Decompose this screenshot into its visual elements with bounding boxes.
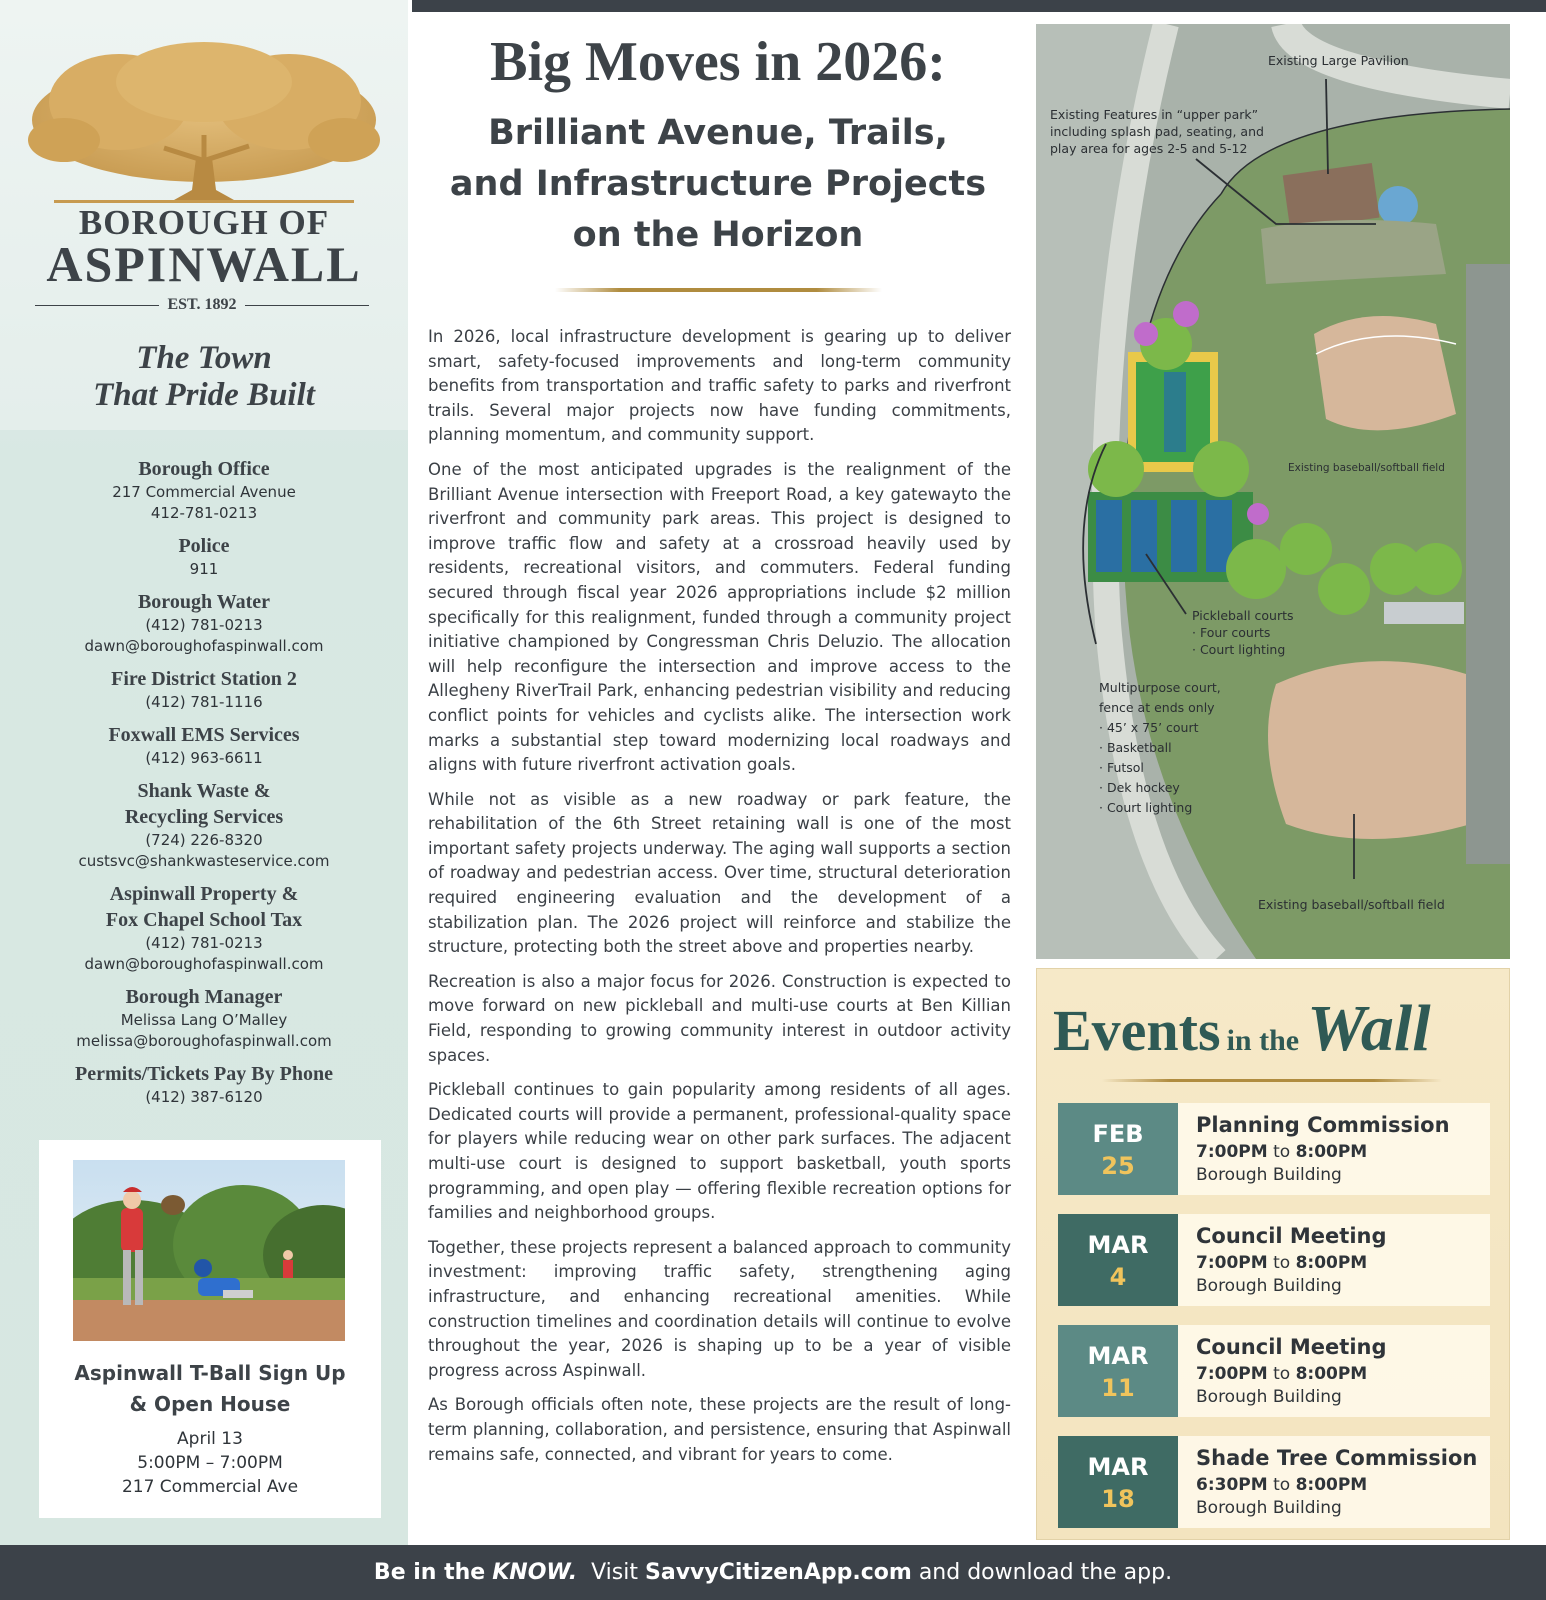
article-subhead [412,108,1024,261]
event-place: Borough Building [1196,1165,1342,1185]
event-day: 11 [1101,1374,1135,1402]
tagline [0,340,408,414]
paragraph: In 2026, local infrastructure development is gearing up to deliver smart, safety-focused improvements and long-term community benefits from transportation and traffic safety to parks and riverfront trails. Several major projects now have funding commitments, planning momentum, and community support. [428,327,1011,445]
event-date-badge [1058,1325,1178,1417]
event-end: 8:00PM [1295,1253,1368,1273]
event-time-separator: to [1273,1475,1291,1495]
contact-email[interactable]: melissa@boroughofaspinwall.com [76,1032,332,1050]
event-item[interactable] [1058,1436,1490,1528]
event-date-badge [1058,1103,1178,1195]
contact-address: 217 Commercial Avenue [112,483,296,501]
article-body [428,325,1011,1477]
contact-title-line2: Fox Chapel School Tax [105,909,303,931]
contact-title: Borough Manager [125,986,283,1008]
established-year: EST. 1892 [167,296,237,313]
paragraph: Recreation is also a major focus for 2026. Construction is expected to move forward on new pickleball and multi-use courts at Ben Killian Field, responding to growing community interest in outdoor activity spaces. [428,971,1011,1065]
tagline-line2: That Pride Built [93,377,315,413]
events-title [1053,991,1431,1067]
event-day: 18 [1101,1485,1135,1513]
aerial-map-graphic [1036,24,1510,959]
contact-email[interactable]: custsvc@shankwasteservice.com [78,852,330,870]
events-title-word2: in the [1226,1024,1300,1057]
tball-date: April 13 [177,1429,243,1449]
contact-phone[interactable]: (412) 387-6120 [145,1088,263,1106]
contact-title: Shank Waste & [137,780,271,802]
contact-title: Aspinwall Property & [109,883,299,905]
label-line: · 45’ x 75’ court [1099,720,1199,735]
tball-time: 5:00PM – 7:00PM [137,1453,283,1473]
tball-title-line1: Aspinwall T-Ball Sign Up [74,1361,346,1385]
event-end: 8:00PM [1295,1142,1368,1162]
contact-borough-water [0,589,408,657]
contact-title: Fire District Station 2 [111,668,297,690]
contact-email[interactable]: dawn@boroughofaspinwall.com [84,637,324,655]
contact-borough-manager [0,984,408,1052]
article-headline: Big Moves in 2026: [490,31,946,93]
contact-phone[interactable]: 911 [189,560,219,578]
tball-place: 217 Commercial Ave [121,1477,299,1497]
label-line: · Four courts [1192,625,1271,640]
event-start: 6:30PM [1196,1475,1268,1495]
event-start: 7:00PM [1196,1364,1268,1384]
label-line: · Futsol [1099,760,1144,775]
established-line [35,296,369,314]
contact-title: Borough Water [137,591,271,613]
contact-title: Police [178,535,230,557]
contact-phone[interactable]: (412) 963-6611 [145,749,263,767]
event-item[interactable] [1058,1103,1490,1195]
paragraph: One of the most anticipated upgrades is the realignment of the Brilliant Avenue intersection with Freeport Road, a key gatewayto the riverfront and community park areas. This project is designed to improve traffic flow and safety at a crossroad heavily used by residents, recreational visitors, and commuters. Federal funding secured through fiscal year 2026 appropriations include $2 million specifically for this realignment, funded through a community project initiative championed by Congressman Chris Deluzio. The allocation will help reconfigure the intersection and improve access to the Allegheny RiverTrail Park, enhancing pedestrian visibility and reducing conflict points for vehicles and cyclists alike. The intersection work marks a substantial step toward modernizing local roadways and aligns with future riverfront activation goals. [428,459,1011,775]
contact-phone[interactable]: 412-781-0213 [150,504,258,522]
event-start: 7:00PM [1196,1253,1268,1273]
event-date-badge [1058,1436,1178,1528]
divider [1102,1079,1442,1082]
contact-phone[interactable]: (412) 781-0213 [145,934,263,952]
label-line: · Dek hockey [1099,780,1180,795]
tball-title-line2: & Open House [129,1392,291,1416]
paragraph: As Borough officials often note, these projects are the result of long-term planning, collaboration, and persistence, ensuring that Aspinwall remains safe, connected, and vibrant for years to come. [428,1395,1011,1464]
event-title: Planning Commission [1196,1113,1450,1137]
label-line: play area for ages 2-5 and 5-12 [1050,141,1248,156]
contact-permits [0,1061,408,1108]
contact-title-line2: Recycling Services [124,806,284,828]
events-title-word1: Events [1053,998,1221,1063]
paragraph: Pickleball continues to gain popularity among residents of all ages. Dedicated courts will provide a permanent, professional-quality space for players while reducing wear on other park surfaces. The adjacent multi-use court is designed to support basketball, youth sports programming, and open play — offering flexible recreation options for families and neighborhood groups. [428,1080,1011,1223]
event-date-badge [1058,1214,1178,1306]
footer-text-1: Be in the [373,1560,486,1585]
footer-text-3: Visit [591,1560,638,1585]
tball-photo [73,1160,345,1341]
contact-borough-office [0,456,408,524]
park-site-plan-map [1036,24,1510,959]
label-line: including splash pad, seating, and [1050,124,1264,139]
event-month: MAR [1087,1342,1149,1370]
divider [35,305,159,306]
event-time [1196,1253,1367,1273]
event-day: 25 [1101,1152,1135,1180]
contact-title: Borough Office [138,458,270,480]
events-panel [1036,968,1510,1540]
label-line: Multipurpose court, [1099,680,1221,695]
map-label-upper-park [1050,106,1264,157]
event-title: Shade Tree Commission [1196,1446,1478,1470]
contact-property-tax [0,881,408,975]
contact-police [0,533,408,580]
event-place: Borough Building [1196,1387,1342,1407]
divider [555,288,882,292]
contact-title: Permits/Tickets Pay By Phone [75,1063,333,1085]
contact-fire-district [0,666,408,713]
logo-line1: BOROUGH OF [78,203,330,242]
label-line: · Basketball [1099,740,1172,755]
event-end: 8:00PM [1295,1364,1368,1384]
event-time-separator: to [1273,1364,1291,1384]
contact-email[interactable]: dawn@boroughofaspinwall.com [84,955,324,973]
contact-title: Foxwall EMS Services [108,724,300,746]
contact-phone[interactable]: (412) 781-0213 [145,616,263,634]
event-end: 8:00PM [1295,1475,1368,1495]
footer-banner [0,1545,1546,1600]
paragraph: Together, these projects represent a balanced approach to community investment: improving traffic safety, strengthening aging infrastructure, and enhancing recreational amenities. While construction timelines and coordination details will continue to evolve throughout the year, 2026 is shaping up to be a year of visible progress across Aspinwall. [428,1237,1011,1380]
contact-phone[interactable]: (724) 226-8320 [145,831,263,849]
event-day: 4 [1109,1263,1127,1291]
event-month: MAR [1087,1453,1149,1481]
event-time [1196,1364,1367,1384]
label-line: · Court lighting [1099,800,1193,815]
event-time-separator: to [1273,1253,1291,1273]
divider [245,305,369,306]
label-line: Existing Features in “upper park” [1050,107,1259,122]
tball-promo-card [39,1140,381,1518]
label-line: Pickleball courts [1192,608,1294,623]
event-start: 7:00PM [1196,1142,1268,1162]
map-label-field-2: Existing baseball/softball field [1258,897,1445,912]
tball-title [39,1358,381,1420]
contact-person: Melissa Lang O’Malley [120,1011,288,1029]
event-month: MAR [1087,1231,1149,1259]
footer-app-link[interactable]: SavvyCitizenApp.com [645,1560,912,1585]
event-time-separator: to [1273,1142,1291,1162]
footer-text-5: and download the app. [918,1560,1173,1585]
label-line: · Court lighting [1192,642,1286,657]
map-label-multipurpose [1099,678,1221,818]
event-place: Borough Building [1196,1276,1342,1296]
contact-phone[interactable]: (412) 781-1116 [145,693,263,711]
event-time [1196,1475,1367,1495]
event-title: Council Meeting [1196,1224,1387,1248]
contact-ems [0,722,408,769]
event-title: Council Meeting [1196,1335,1387,1359]
subhead-line2: and Infrastructure Projects [449,164,987,204]
subhead-line3: on the Horizon [572,215,864,255]
map-label-field-1: Existing baseball/softball field [1288,462,1445,474]
subhead-line1: Brilliant Avenue, Trails, [488,113,948,153]
top-bar [412,0,1546,12]
oak-tree-logo-icon [24,40,384,210]
map-label-pickleball [1192,607,1294,658]
contact-waste [0,778,408,872]
contact-list [0,456,408,1117]
footer-text-2: KNOW. [492,1560,578,1585]
sidebar [0,0,408,1545]
event-place: Borough Building [1196,1498,1342,1518]
logo-town-name: ASPINWALL [46,236,362,292]
events-title-word3: Wall [1307,992,1431,1065]
event-item[interactable] [1058,1325,1490,1417]
event-item[interactable] [1058,1214,1490,1306]
label-line: fence at ends only [1099,700,1215,715]
tagline-line1: The Town [136,340,272,376]
event-time [1196,1142,1367,1162]
event-month: FEB [1092,1120,1144,1148]
map-label-pavilion: Existing Large Pavilion [1268,53,1409,68]
paragraph: While not as visible as a new roadway or park feature, the rehabilitation of the 6th Street retaining wall is one of the most important safety projects underway. The aging wall supports a section of roadway and pedestrian access. Over time, structural deterioration required engineering evaluation and the development of a stabilization plan. The 2026 project will reinforce and stabilize the structure, protecting both the street above and properties nearby. [428,789,1011,957]
